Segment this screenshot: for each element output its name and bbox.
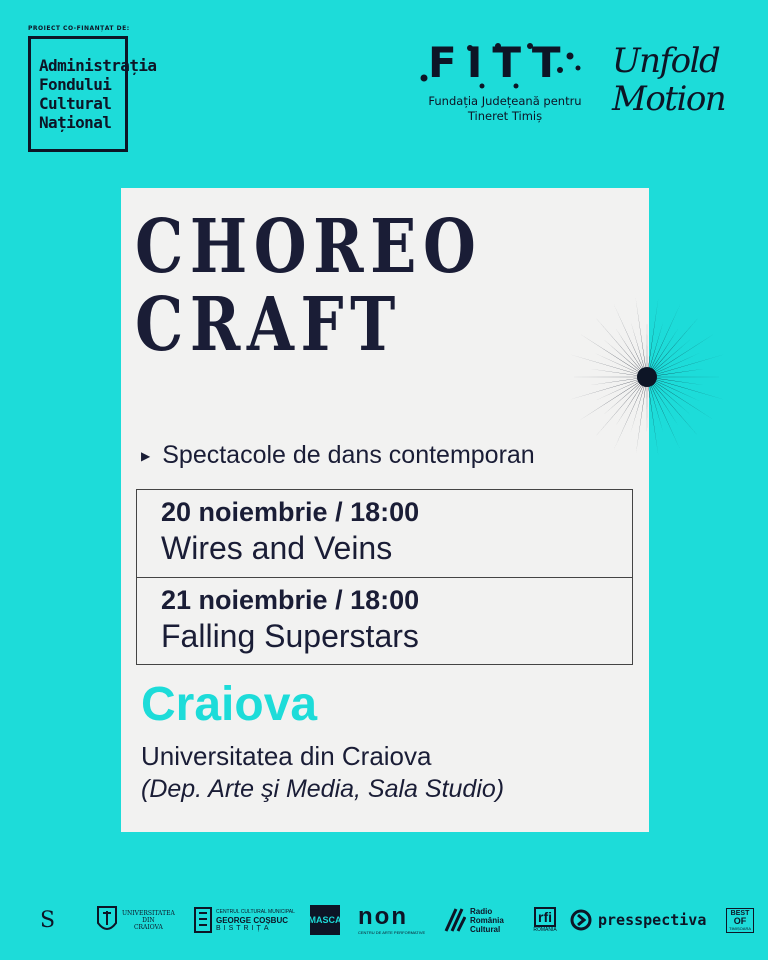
starburst-ray <box>649 317 699 375</box>
starburst-ray <box>614 304 646 373</box>
starburst-ray <box>595 380 645 438</box>
sponsor-logo-radio-romania-cultural <box>444 898 534 942</box>
starburst-ray <box>590 369 643 377</box>
city-name: Craiova <box>141 678 318 731</box>
sponsor-text: TIMIȘOARA <box>729 925 752 931</box>
schedule-table <box>136 489 633 665</box>
starburst-ray <box>649 380 699 438</box>
starburst-ray <box>580 334 644 375</box>
afcn-logo <box>28 36 157 152</box>
venue-detail: (Dep. Arte şi Media, Sala Studio) <box>141 775 505 803</box>
afcn-logo-line: Național <box>39 113 112 132</box>
starburst-ray <box>616 380 645 426</box>
starburst-ray <box>616 328 645 374</box>
sponsor-text: Cultural <box>470 924 501 934</box>
sponsor-text: CENTRUL CULTURAL MUNICIPAL <box>216 908 295 915</box>
event-name: Wires and Veins <box>161 530 393 566</box>
event-date: 21 noiembrie / 18:00 <box>161 585 420 615</box>
sponsor-logo-presspectiva <box>570 898 710 942</box>
sponsor-text: DIN <box>142 916 155 924</box>
venue-name: Universitatea din Craiova <box>141 741 432 771</box>
university-crest-icon <box>96 905 118 935</box>
starburst-ray <box>650 379 691 414</box>
event-subtitle <box>141 441 535 470</box>
starburst-ray <box>648 321 663 373</box>
sponsor-text: CRAIOVA <box>133 923 163 931</box>
fitt-logo-subtitle: Fundația Județeană pentru Tineret Timiș <box>428 94 582 123</box>
starburst-ray <box>651 377 704 385</box>
event-date: 20 noiembrie / 18:00 <box>161 497 420 527</box>
sponsor-logo-non <box>358 898 438 942</box>
fitt-logo-mark: FITT <box>428 38 571 87</box>
afcn-logo-line: Cultural <box>39 94 112 113</box>
cultural-center-icon <box>194 907 212 933</box>
sponsor-text: Radio <box>470 906 493 916</box>
sponsor-text: UNIVERSITATEA <box>122 909 175 917</box>
starburst-icon <box>562 292 732 462</box>
starburst-ray <box>580 379 644 420</box>
afcn-logo-line: Fondului <box>39 75 112 94</box>
sponsor-non-mark: non <box>358 902 408 930</box>
starburst-ray <box>650 339 691 374</box>
starburst-ray <box>631 321 646 373</box>
sponsor-text: CENTRU DE ARTE PERFORMATIVE <box>358 929 426 935</box>
presspectiva-arrow-icon <box>570 909 592 931</box>
starburst-ray <box>603 379 644 414</box>
sponsor-text: ROMÂNIA <box>533 926 557 933</box>
sponsor-logo-best-of-timisoara <box>726 898 756 942</box>
sponsor-logo-masca <box>310 898 342 942</box>
starburst-ray <box>614 381 646 450</box>
unfold-logo-line: Unfold <box>612 41 720 81</box>
starburst-ray <box>649 304 681 373</box>
cofinantat-label: PROIECT CO-FINANȚAT DE: <box>28 25 130 32</box>
unfold-logo-line: Motion <box>612 79 726 119</box>
starburst-ray <box>651 369 704 377</box>
starburst-ray <box>595 317 645 375</box>
sponsor-text: GEORGE COȘBUC <box>216 915 289 925</box>
sponsor-logos <box>40 898 756 942</box>
schedule-row <box>137 577 632 664</box>
triangle-bullet-icon: ▶ <box>141 448 151 463</box>
sponsor-text: OF <box>733 915 747 926</box>
starburst-center <box>637 367 657 387</box>
event-card <box>121 188 649 832</box>
event-name: Falling Superstars <box>161 618 419 654</box>
sponsor-logo-rfi <box>530 898 560 942</box>
starburst-ray <box>590 377 643 385</box>
sponsor-text: BISTRIȚA <box>216 924 272 932</box>
sponsor-text: România <box>470 915 504 925</box>
starburst-ray <box>603 339 644 374</box>
starburst-ray <box>570 378 643 400</box>
sponsor-logo-universitatea-craiova <box>96 898 182 942</box>
sponsor-logo-s <box>40 898 80 942</box>
subtitle-text: Spectacole de dans contemporan <box>162 441 535 469</box>
fitt-logo <box>420 38 590 132</box>
title-line: CRAFT <box>135 282 402 368</box>
schedule-row <box>137 490 632 577</box>
starburst-ray <box>650 379 714 420</box>
starburst-ray <box>649 380 678 426</box>
starburst-ray <box>649 381 681 450</box>
sponsor-s-mark: S <box>40 907 56 933</box>
sponsor-rfi-mark: rfi <box>534 907 556 927</box>
event-title <box>135 204 483 368</box>
starburst-ray <box>650 334 714 375</box>
sponsor-text: presspectiva <box>598 911 707 929</box>
starburst-ray <box>631 381 646 433</box>
sponsor-logo-george-cosbuc <box>194 898 298 942</box>
starburst-ray <box>651 378 724 400</box>
afcn-logo-line: Administrația <box>39 56 157 75</box>
sponsor-masca-mark: MASCA <box>310 905 340 935</box>
starburst-ray <box>649 328 678 374</box>
starburst-ray <box>570 354 643 376</box>
sponsor-text: BEST <box>730 909 750 917</box>
radio-waves-icon <box>444 907 466 933</box>
starburst-ray <box>648 381 663 433</box>
unfold-motion-logo <box>612 42 752 126</box>
starburst-ray <box>651 354 724 376</box>
title-line: CHOREO <box>135 204 483 290</box>
